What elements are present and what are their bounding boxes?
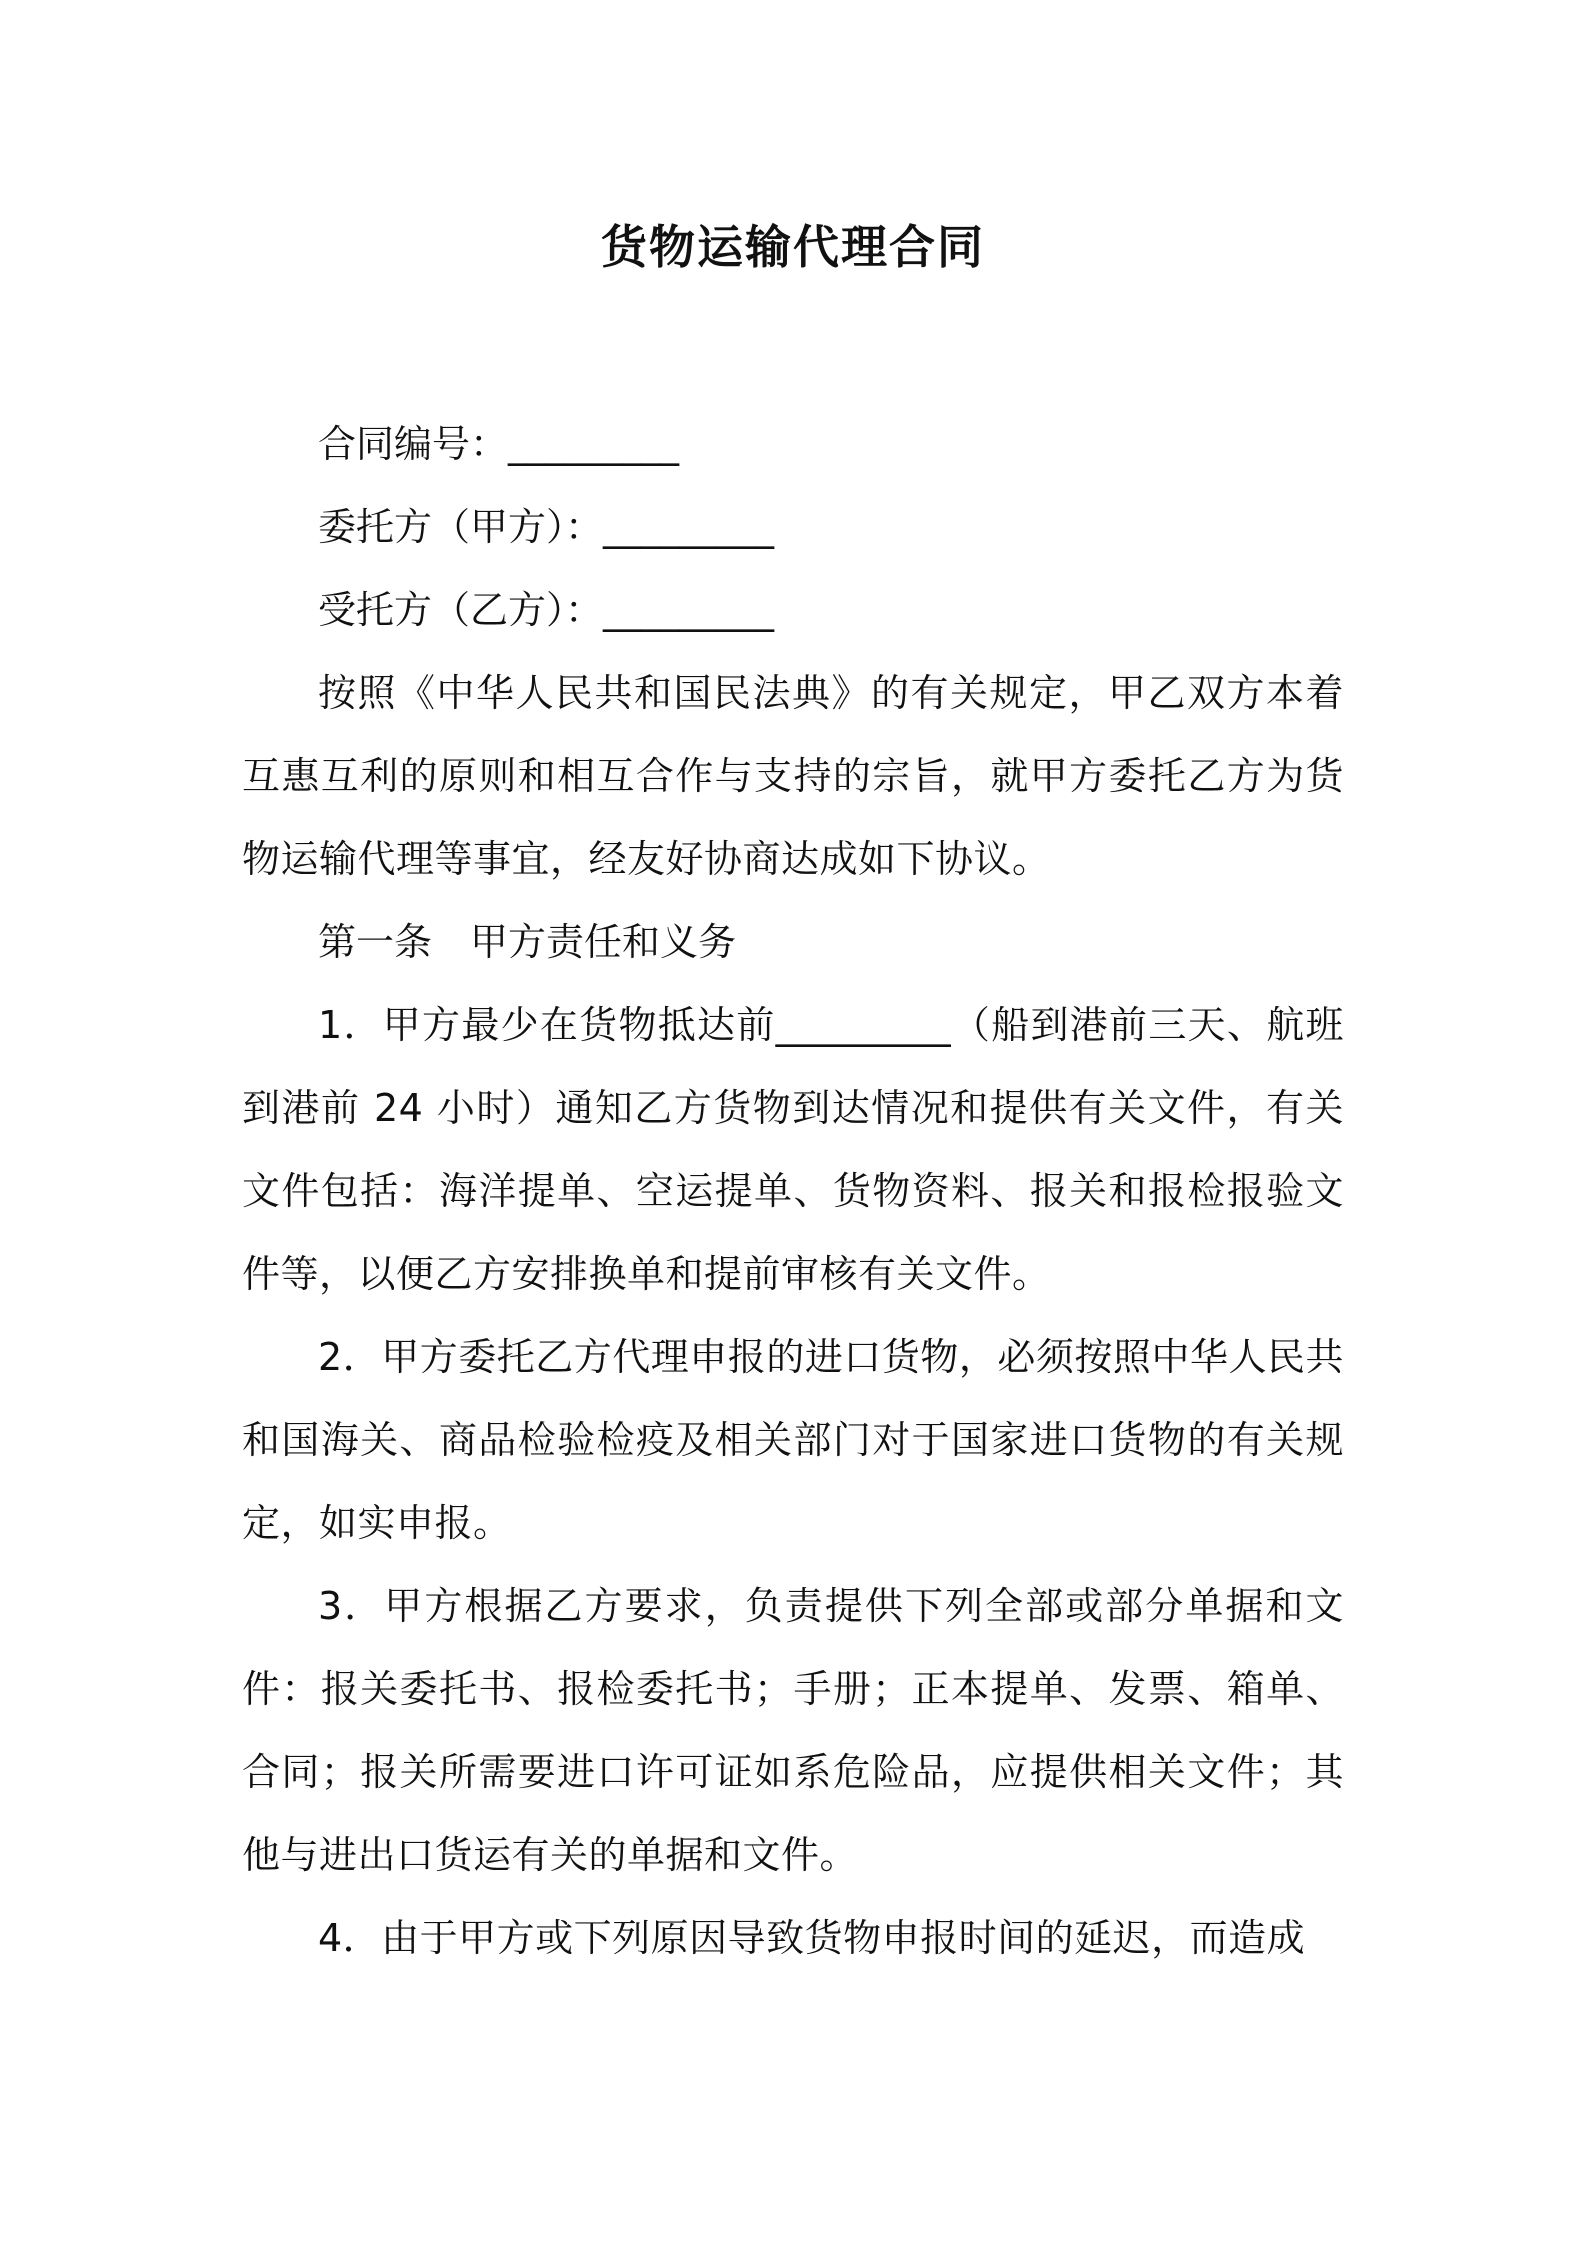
clause-4: 4．由于甲方或下列原因导致货物申报时间的延迟，而造成	[318, 1916, 1306, 1960]
contract-body	[242, 403, 1344, 1980]
clause-2: 2．甲方委托乙方代理申报的进口货物，必须按照中华人民共和国海关、商品检验检疫及相关部门对于国家进口货物的有关规定，如实申报。	[242, 1335, 1344, 1545]
article-1-heading: 第一条 甲方责任和义务	[318, 920, 737, 964]
document-title: 货物运输代理合同	[601, 220, 985, 274]
clause-1: 1．甲方最少在货物抵达前_________（船到港前三天、航班到港前 24 小时）通知乙方货物到达情况和提供有关文件，有关文件包括：海洋提单、空运提单、货物资料、报关和报检报验文件等，以便乙方安排换单和提前审核有关文件。	[242, 1003, 1344, 1296]
party-b-field: 受托方（乙方）：_________	[318, 588, 775, 632]
clause-3: 3．甲方根据乙方要求，负责提供下列全部或部分单据和文件：报关委托书、报检委托书；手册；正本提单、发票、箱单、合同；报关所需要进口许可证如系危险品，应提供相关文件；其他与进出口货运有关的单据和文件。	[242, 1584, 1344, 1877]
contract-number-field: 合同编号：_________	[318, 422, 680, 466]
preamble-paragraph: 按照《中华人民共和国民法典》的有关规定，甲乙双方本着互惠互利的原则和相互合作与支持的宗旨，就甲方委托乙方为货物运输代理等事宜，经友好协商达成如下协议。	[242, 671, 1344, 881]
party-a-field: 委托方（甲方）：_________	[318, 505, 775, 549]
